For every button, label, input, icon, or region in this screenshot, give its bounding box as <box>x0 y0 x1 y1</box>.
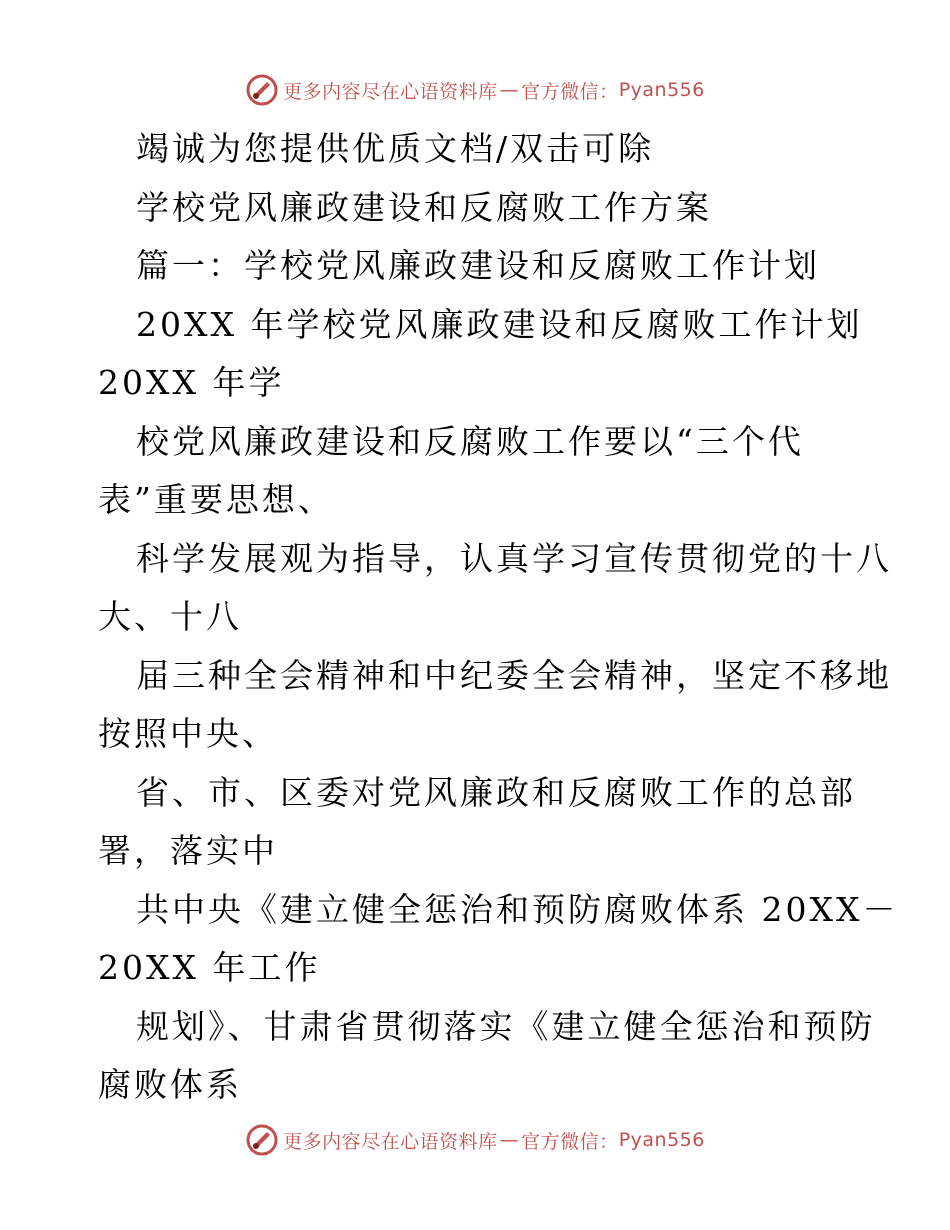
text-line: 篇一：学校党风廉政建设和反腐败工作计划 <box>136 246 820 285</box>
document-body <box>98 120 899 1115</box>
text-line: 届三种全会精神和中纪委全会精神，坚定不移地 <box>136 655 892 695</box>
wechat-id: Pyan556 <box>618 79 705 101</box>
watermark-separator: — <box>499 1129 520 1151</box>
text-line: 学校党风廉政建设和反腐败工作方案 <box>136 187 712 227</box>
text-line: 竭诚为您提供优质文档/双击可除 <box>136 129 655 168</box>
text-line: 规划》、甘肃省贯彻落实《建立健全惩治和预防 <box>136 1006 876 1046</box>
text-line: 20XX 年工作 <box>98 948 321 987</box>
text-line: 省、市、区委对党风廉政和反腐败工作的总部 <box>136 772 856 812</box>
text-line: 20XX 年学 <box>98 363 285 402</box>
watermark-separator: — <box>499 79 520 101</box>
text-line: 表”重要思想、 <box>98 480 334 519</box>
text-line: 署，落实中 <box>98 831 278 870</box>
brand-logo-icon <box>245 1123 279 1157</box>
header-watermark <box>0 70 950 110</box>
footer-watermark <box>0 1120 950 1160</box>
wechat-label: 官方微信： <box>521 1130 619 1153</box>
text-line: 校党风廉政建设和反腐败工作要以“三个代 <box>136 421 804 461</box>
text-line: 共中央《建立健全惩治和预防腐败体系 20XX－ <box>136 889 899 929</box>
wechat-label: 官方微信： <box>521 80 619 103</box>
wechat-id: Pyan556 <box>618 1129 705 1151</box>
text-line: 科学发展观为指导，认真学习宣传贯彻党的十八 <box>136 538 892 578</box>
brand-logo-icon <box>245 73 279 107</box>
watermark-text: 更多内容尽在心语资料库 <box>283 1130 498 1153</box>
text-line: 腐败体系 <box>98 1065 242 1104</box>
text-line: 20XX 年学校党风廉政建设和反腐败工作计划 <box>136 304 863 344</box>
text-line: 按照中央、 <box>98 714 278 753</box>
text-line: 大、十八 <box>98 597 242 636</box>
watermark-text: 更多内容尽在心语资料库 <box>283 80 498 103</box>
